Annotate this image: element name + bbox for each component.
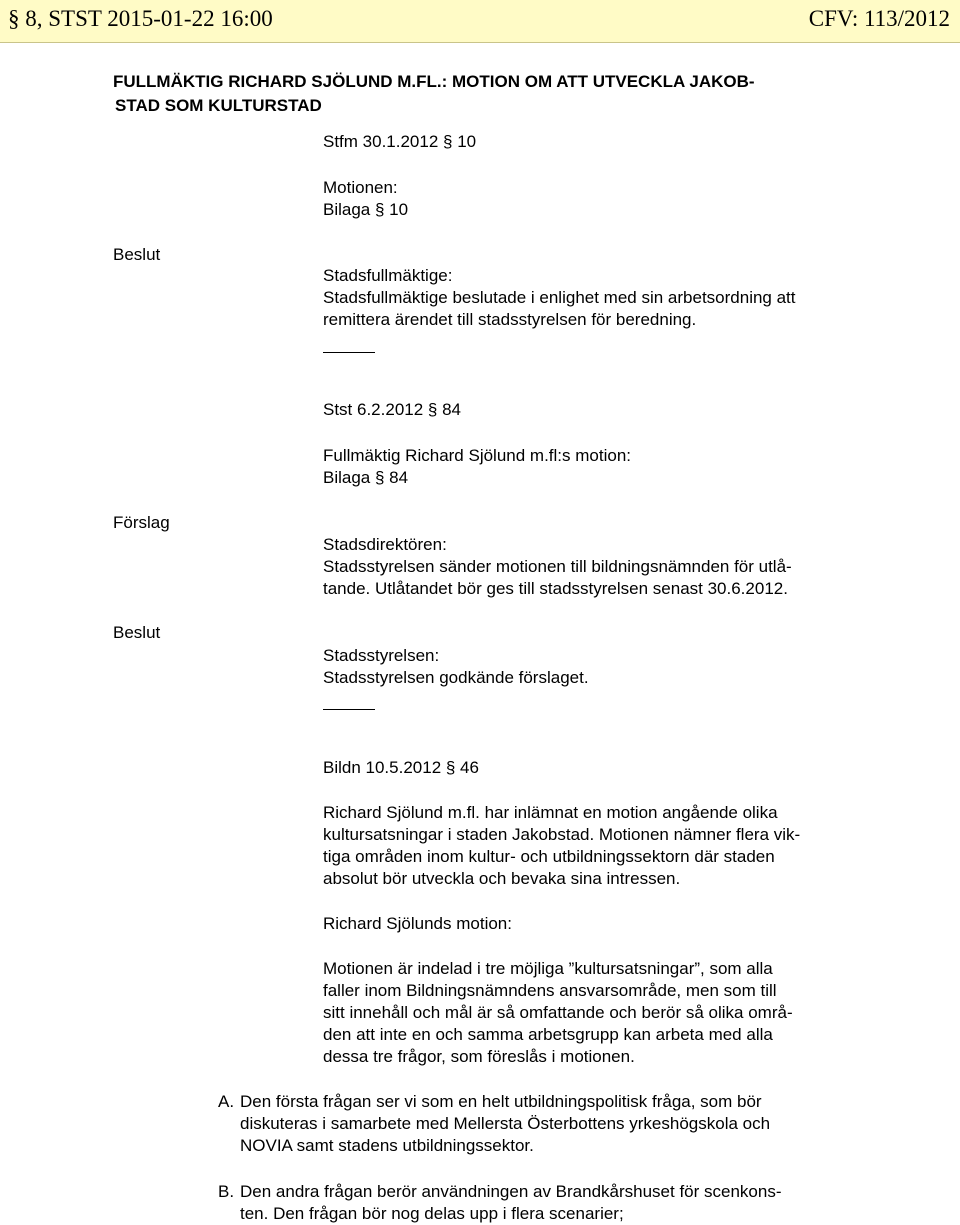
paragraph-line: den att inte en och samma arbetsgrupp kan arbeta med alla <box>323 1025 773 1044</box>
margin-label-beslut: Beslut <box>113 623 161 642</box>
header-case-number: CFV: 113/2012 <box>808 6 950 31</box>
list-item-line: Den andra frågan berör användningen av Brandkårshuset för scenkons- <box>240 1182 782 1201</box>
stst-reference: Stst 6.2.2012 § 84 <box>323 400 461 419</box>
paragraph-line: sitt innehåll och mål är så omfattande och berör så olika områ- <box>323 1003 793 1022</box>
motionen-label: Motionen: <box>323 178 398 197</box>
paragraph-line: kultursatsningar i staden Jakobstad. Motionen nämner flera vik- <box>323 825 801 844</box>
stadsfullmaktige-text: Stadsfullmäktige beslutade i enlighet med sin arbetsordning att <box>323 288 796 307</box>
fullmaktig-attachment: Bilaga § 84 <box>323 468 409 487</box>
paragraph-line: faller inom Bildningsnämndens ansvarsområde, men som till <box>323 981 777 1000</box>
stadsfullmaktige-block <box>323 265 796 331</box>
motionen-block <box>323 177 408 221</box>
stfm-reference: Stfm 30.1.2012 § 10 <box>323 132 477 151</box>
paragraph-line: Richard Sjölund m.fl. har inlämnat en motion angående olika <box>323 803 778 822</box>
list-item-line: NOVIA samt stadens utbildningssektor. <box>240 1136 534 1155</box>
title-line: FULLMÄKTIG RICHARD SJÖLUND M.FL.: MOTION OM ATT UTVECKLA JAKOB- <box>113 72 755 91</box>
stadsdirektoren-block <box>323 534 792 600</box>
document-title <box>113 70 853 118</box>
list-item-marker: B. <box>218 1182 235 1201</box>
stadsstyrelsen-heading: Stadsstyrelsen: <box>323 646 440 665</box>
paragraph-line: dessa tre frågor, som föreslås i motionen. <box>323 1047 635 1066</box>
margin-label-beslut: Beslut <box>113 245 161 264</box>
paragraph-line: absolut bör utveckla och bevaka sina intressen. <box>323 869 681 888</box>
motionen-attachment: Bilaga § 10 <box>323 200 409 219</box>
stadsdirektoren-heading: Stadsdirektören: <box>323 535 447 554</box>
stadsdirektoren-text: Stadsstyrelsen sänder motionen till bildningsnämnden för utlå- <box>323 557 792 576</box>
page-header <box>0 0 960 43</box>
list-item-marker: A. <box>218 1092 235 1111</box>
list-item-line: ten. Den frågan bör nog delas upp i flera scenarier; <box>240 1204 624 1223</box>
paragraph-line: tiga områden inom kultur- och utbildningssektorn där staden <box>323 847 775 866</box>
list-item-line: diskuteras i samarbete med Mellersta Österbottens yrkeshögskola och <box>240 1114 771 1133</box>
header-section-ref: § 8, STST 2015-01-22 16:00 <box>8 6 273 31</box>
richard-paragraph <box>323 802 800 890</box>
margin-label-forslag: Förslag <box>113 513 170 532</box>
title-line: STAD SOM KULTURSTAD <box>115 96 322 115</box>
bildn-reference: Bildn 10.5.2012 § 46 <box>323 758 479 777</box>
motion-paragraph <box>323 958 793 1068</box>
section-divider <box>323 709 375 710</box>
fullmaktig-label: Fullmäktig Richard Sjölund m.fl:s motion: <box>323 446 632 465</box>
stadsfullmaktige-text: remittera ärendet till stadsstyrelsen för beredning. <box>323 310 697 329</box>
motion-heading: Richard Sjölunds motion: <box>323 914 512 933</box>
stadsfullmaktige-heading: Stadsfullmäktige: <box>323 266 453 285</box>
stadsstyrelsen-text: Stadsstyrelsen godkände förslaget. <box>323 668 589 687</box>
stadsdirektoren-text: tande. Utlåtandet bör ges till stadsstyrelsen senast 30.6.2012. <box>323 579 788 598</box>
stadsstyrelsen-block <box>323 645 589 689</box>
list-item-line: Den första frågan ser vi som en helt utbildningspolitisk fråga, som bör <box>240 1092 762 1111</box>
paragraph-line: Motionen är indelad i tre möjliga ”kultursatsningar”, som alla <box>323 959 773 978</box>
fullmaktig-block <box>323 445 631 489</box>
section-divider <box>323 352 375 353</box>
